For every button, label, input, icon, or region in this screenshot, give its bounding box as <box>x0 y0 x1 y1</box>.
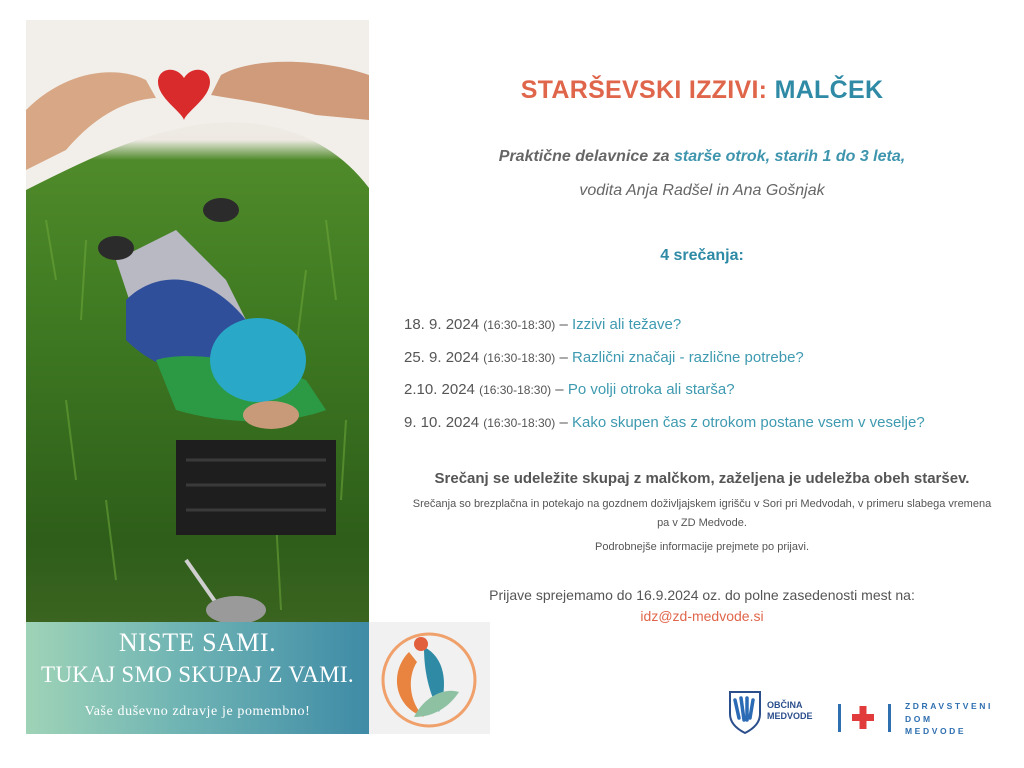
session-time: (16:30-18:30) <box>479 383 552 397</box>
session-time: (16:30-18:30) <box>483 318 556 332</box>
meetings-heading: 4 srečanja: <box>660 247 744 264</box>
banner-niste-sami <box>26 622 369 734</box>
workshop-leaders: vodita Anja Radšel in Ana Gošnjak <box>579 182 825 199</box>
session-item <box>404 414 1014 447</box>
session-date: 2.10. 2024 <box>404 381 475 398</box>
session-topic: Različni značaji - različne potrebe? <box>571 348 804 366</box>
obcina-line-1: OBČINA <box>767 700 803 710</box>
obcina-line-2: MEDVODE <box>767 711 813 721</box>
poster-photo <box>26 20 369 622</box>
session-topic: Po volji otroka ali starša? <box>567 381 735 398</box>
registration-note: Prijave sprejemamo do 16.9.2024 oz. do polne zasedenosti mest na: <box>489 587 915 603</box>
location-note: Srečanja so brezplačna in potekajo na gozdnem doživljajskem igrišču v Sori pri Medvodah, v primeru slabega vremena pa v ZD Medvode. <box>412 498 992 529</box>
banner-line-1: NISTE SAMI. <box>118 628 277 657</box>
workshop-description <box>380 148 1024 166</box>
session-dash: – <box>555 413 572 431</box>
session-dash: – <box>551 381 568 398</box>
info-note: Podrobnejše informacije prejmete po prijavi. <box>595 541 809 553</box>
zd-line-1: ZDRAVSTVENI <box>905 701 993 711</box>
mental-health-initiative-icon <box>369 622 490 734</box>
session-dash: – <box>555 316 572 333</box>
session-date: 18. 9. 2024 <box>404 316 480 333</box>
title-part-2: MALČEK <box>774 76 884 104</box>
description-lead: Praktične delavnice za <box>498 148 670 165</box>
initiative-logo <box>369 622 490 734</box>
zd-line-2: DOM <box>905 713 933 724</box>
poster-title <box>380 76 1024 105</box>
session-topic: Kako skupen čas z otrokom postane vsem v veselje? <box>571 413 925 431</box>
session-time: (16:30-18:30) <box>483 350 556 365</box>
attendance-note: Srečanj se udeležite skupaj z malčkom, zaželjena je udeležba obeh staršev. <box>434 470 970 487</box>
banner-line-2: TUKAJ SMO SKUPAJ Z VAMI. <box>41 662 354 687</box>
registration-email-link[interactable]: idz@zd-medvode.si <box>640 608 764 624</box>
session-time: (16:30-18:30) <box>483 415 556 430</box>
child-on-grass-illustration <box>26 20 369 622</box>
obcina-coat-of-arms-icon <box>727 688 763 734</box>
session-item <box>404 316 1014 349</box>
session-date: 9. 10. 2024 <box>404 413 480 431</box>
medical-cross-icon <box>836 700 896 736</box>
description-highlight: starše otrok, starih 1 do 3 leta, <box>674 148 906 165</box>
session-item <box>404 381 1014 414</box>
obcina-medvode-logo <box>727 688 827 734</box>
session-date: 25. 9. 2024 <box>404 348 480 366</box>
zd-line-3: MEDVODE <box>905 726 967 736</box>
zd-medvode-logo <box>836 700 1006 740</box>
sessions-list <box>404 316 1014 446</box>
banner-line-3: Vaše duševno zdravje je pomembno! <box>84 704 311 719</box>
session-dash: – <box>555 348 572 366</box>
title-part-1: STARŠEVSKI IZZIVI: <box>520 76 768 104</box>
session-topic: Izzivi ali težave? <box>571 316 682 333</box>
session-item <box>404 349 1014 382</box>
